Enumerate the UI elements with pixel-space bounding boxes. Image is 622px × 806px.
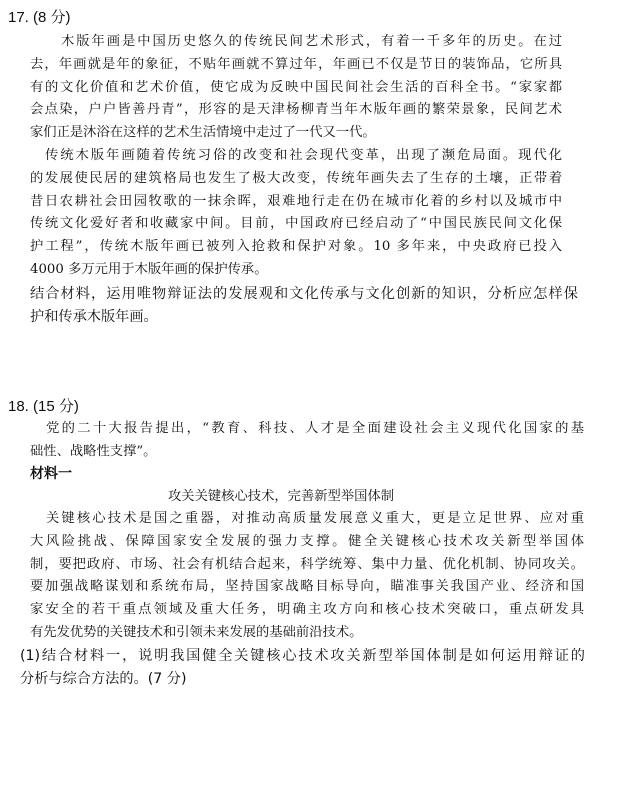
question-17-prompt [30,283,578,329]
text-line: 础性、战略性支撑”。 [30,443,157,459]
text-line: 要加强战略谋划和系统布局，坚持国家战略目标导向，瞄准事关我国产业、经济和国 [30,579,584,595]
text-line: 家们正是沐浴在这样的艺术生活情境中走过了一代又一代。 [30,125,376,141]
question-18-number: 18. (15 分) [8,398,79,415]
text-line: 传统文化爱好者和收藏家中间。目前，中国政府已经启动了“中国民族民间文化保 [30,216,562,232]
question-18-subquestion-1 [20,645,585,691]
text-line: 去，年画就是年的象征，不贴年画就不算过年，年画已不仅是节日的装饰品，它所具 [30,56,562,72]
text-line: 传统木版年画随着传统习俗的改变和社会现代变革，出现了濒危局面。现代化 [45,148,562,163]
text-line: 有的文化价值和艺术价值，使它成为反映中国民间社会生活的百科全书。“家家都 [30,79,562,95]
material-1-body [30,508,584,645]
text-line: 有先发优势的关键技术和引领未来发展的基础前沿技术。 [30,624,363,640]
text-line: 4000 多万元用于木版年画的保护传承。 [30,261,268,277]
material-1-label: 材料一 [30,466,72,482]
text-line: 会点染，户户皆善丹青”，形容的是天津杨柳青当年木版年画的繁荣景象，民间艺术 [30,102,562,118]
text-line: 昔日农耕社会田园牧歌的一抹余晖，艰难地行走在仍在城市化着的乡村以及城市中 [30,193,562,209]
text-line: 结合材料，运用唯物辩证法的发展观和文化传承与文化创新的知识，分析应怎样保 [30,286,578,302]
text-line: 制，要把政府、市场、社会有机结合起来，科学统筹、集中力量、优化机制、协同攻关。 [30,556,584,572]
text-line: 家安全的若干重点领域及重大任务，明确主攻方向和核心技术突破口，重点研发具 [30,602,584,618]
material-1-title: 攻关关键核心技术，完善新型举国体制 [168,489,395,504]
text-line: 大风险挑战、保障国家安全发展的强力支撑。健全关键核心技术攻关新型举国体 [30,533,584,549]
text-line: 木版年画是中国历史悠久的传统民间艺术形式，有着一千多年的历史。在过 [61,34,562,49]
question-18-intro [30,418,584,464]
text-line: 关键核心技术是国之重器，对推动高质量发展意义重大，更是立足世界、应对重 [46,511,584,526]
text-line: (1)结合材料一，说明我国健全关键核心技术攻关新型举国体制是如何运用辩证的 [20,648,585,664]
text-line: 分析与综合方法的。(7 分) [20,671,187,687]
text-line: 的发展使民居的建筑格局也发生了极大改变，传统年画失去了生存的土壤，正带着 [30,170,562,186]
text-line: 护工程”，传统木版年画已被列入抢救和保护对象。10 多年来，中央政府已投入 [30,239,562,255]
question-17-paragraph-1 [30,31,562,145]
question-17-number: 17. (8 分) [8,9,71,26]
text-line: 党的二十大报告提出，“教育、科技、人才是全面建设社会主义现代化国家的基 [46,421,584,436]
text-line: 护和传承木版年画。 [30,309,158,325]
question-17-paragraph-2 [30,145,562,282]
